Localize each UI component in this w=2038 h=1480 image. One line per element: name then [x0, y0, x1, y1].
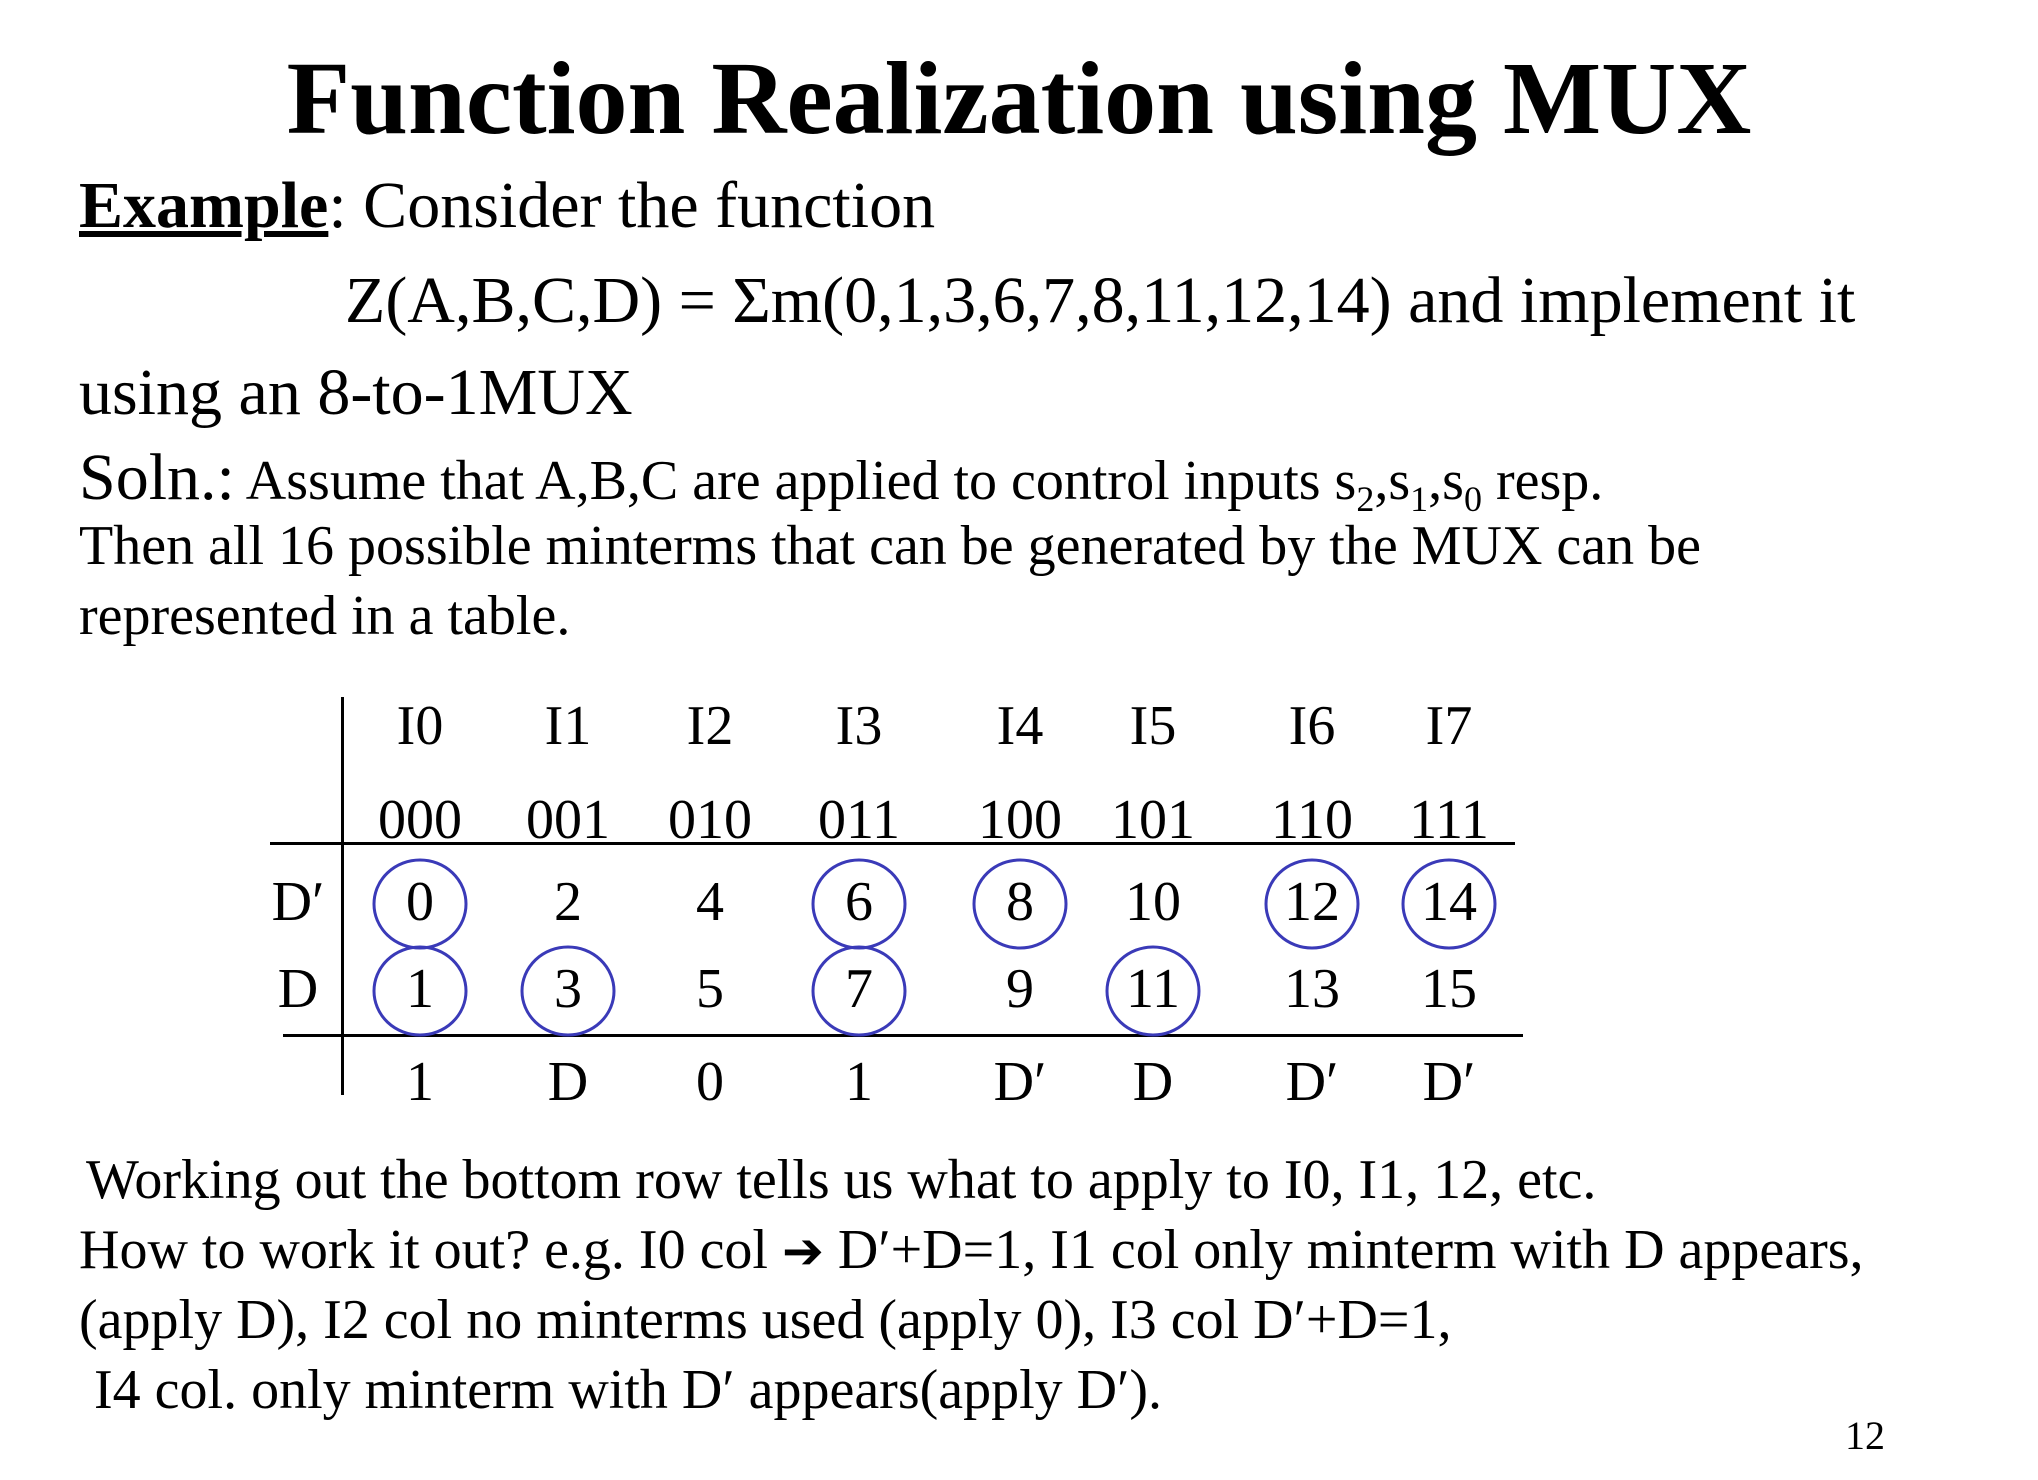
minterm-d: 1 — [406, 958, 434, 1020]
minterm-d: 13 — [1284, 958, 1340, 1020]
minterm-dprime: 0 — [406, 871, 434, 933]
soln-sub-2: 2 — [1356, 479, 1375, 519]
select-code: 000 — [378, 789, 462, 851]
mux-input-value: D′ — [1285, 1051, 1339, 1113]
page-number: 12 — [1845, 1413, 1885, 1458]
minterm-dprime: 12 — [1284, 871, 1340, 933]
minterm-d: 7 — [845, 958, 873, 1020]
minterm-dprime: 14 — [1421, 871, 1477, 933]
working-line-4: I4 col. only minterm with D′ appears(apply D′). — [94, 1359, 1163, 1421]
select-code: 111 — [1409, 789, 1489, 851]
minterm-d: 11 — [1126, 958, 1180, 1020]
minterm-d: 5 — [696, 958, 724, 1020]
select-code: 101 — [1111, 789, 1195, 851]
minterm-dprime: 6 — [845, 871, 873, 933]
row-label-d: D — [277, 958, 319, 1020]
mux-input-label: I6 — [1288, 695, 1336, 757]
table-bottom-rule — [283, 1034, 1523, 1037]
soln-line-3: represented in a table. — [79, 585, 571, 647]
mux-input-value: D — [1132, 1051, 1174, 1113]
mux-input-label: I1 — [544, 695, 592, 757]
mux-input-value: D — [547, 1051, 589, 1113]
mux-input-value: D′ — [1422, 1051, 1476, 1113]
soln-line-2: Then all 16 possible minterms that can be generated by the MUX can be — [79, 515, 1701, 577]
soln-sub-0: 0 — [1463, 479, 1482, 519]
minterm-d: 3 — [554, 958, 582, 1020]
working-line-2a: How to work it out? e.g. I0 col — [79, 1219, 782, 1281]
mux-input-value: D′ — [993, 1051, 1047, 1113]
working-line-1: Working out the bottom row tells us what to apply to I0, I1, 12, etc. — [86, 1149, 1597, 1211]
mux-input-label: I2 — [686, 695, 734, 757]
minterm-dprime: 4 — [696, 871, 724, 933]
working-line-2 — [79, 1218, 1864, 1282]
mux-input-value: 1 — [406, 1051, 434, 1113]
soln-label: Soln.: — [79, 441, 235, 514]
minterm-d: 15 — [1421, 958, 1477, 1020]
working-line-3: (apply D), I2 col no minterms used (apply 0), I3 col D′+D=1, — [79, 1289, 1452, 1351]
select-code: 011 — [818, 789, 900, 851]
soln-sub-1: 1 — [1410, 479, 1429, 519]
mux-input-value: 1 — [845, 1051, 873, 1113]
minterm-dprime: 10 — [1125, 871, 1181, 933]
mux-input-label: I7 — [1425, 695, 1473, 757]
soln-text-before: Assume that A,B,C are applied to control inputs s — [234, 450, 1357, 512]
example-text: : Consider the function — [328, 169, 936, 242]
working-line-2b: D′+D=1, I1 col only minterm with D appears, — [823, 1219, 1864, 1281]
mux-input-label: I3 — [835, 695, 883, 757]
mux-input-label: I0 — [396, 695, 444, 757]
example-keyword: Example — [79, 169, 329, 242]
minterm-d: 9 — [1006, 958, 1034, 1020]
minterm-dprime: 2 — [554, 871, 582, 933]
function-definition: Z(A,B,C,D) = Σm(0,1,3,6,7,8,11,12,14) and implement it — [345, 264, 1856, 337]
soln-sep-1: ,s — [1374, 450, 1411, 512]
mux-input-value: 0 — [696, 1051, 724, 1113]
soln-text-after: resp. — [1481, 450, 1604, 512]
mux-input-label: I4 — [996, 695, 1044, 757]
select-code: 010 — [668, 789, 752, 851]
select-code: 100 — [978, 789, 1062, 851]
function-using-line: using an 8-to-1MUX — [79, 356, 633, 429]
mux-input-label: I5 — [1129, 695, 1177, 757]
minterm-dprime: 8 — [1006, 871, 1034, 933]
select-code: 110 — [1271, 789, 1353, 851]
right-arrow-icon: ➔ — [781, 1222, 824, 1280]
slide-title: Function Realization using MUX — [286, 41, 1752, 156]
soln-sep-2: ,s — [1428, 450, 1464, 512]
row-label-dprime: D′ — [271, 871, 325, 933]
select-code: 001 — [526, 789, 610, 851]
